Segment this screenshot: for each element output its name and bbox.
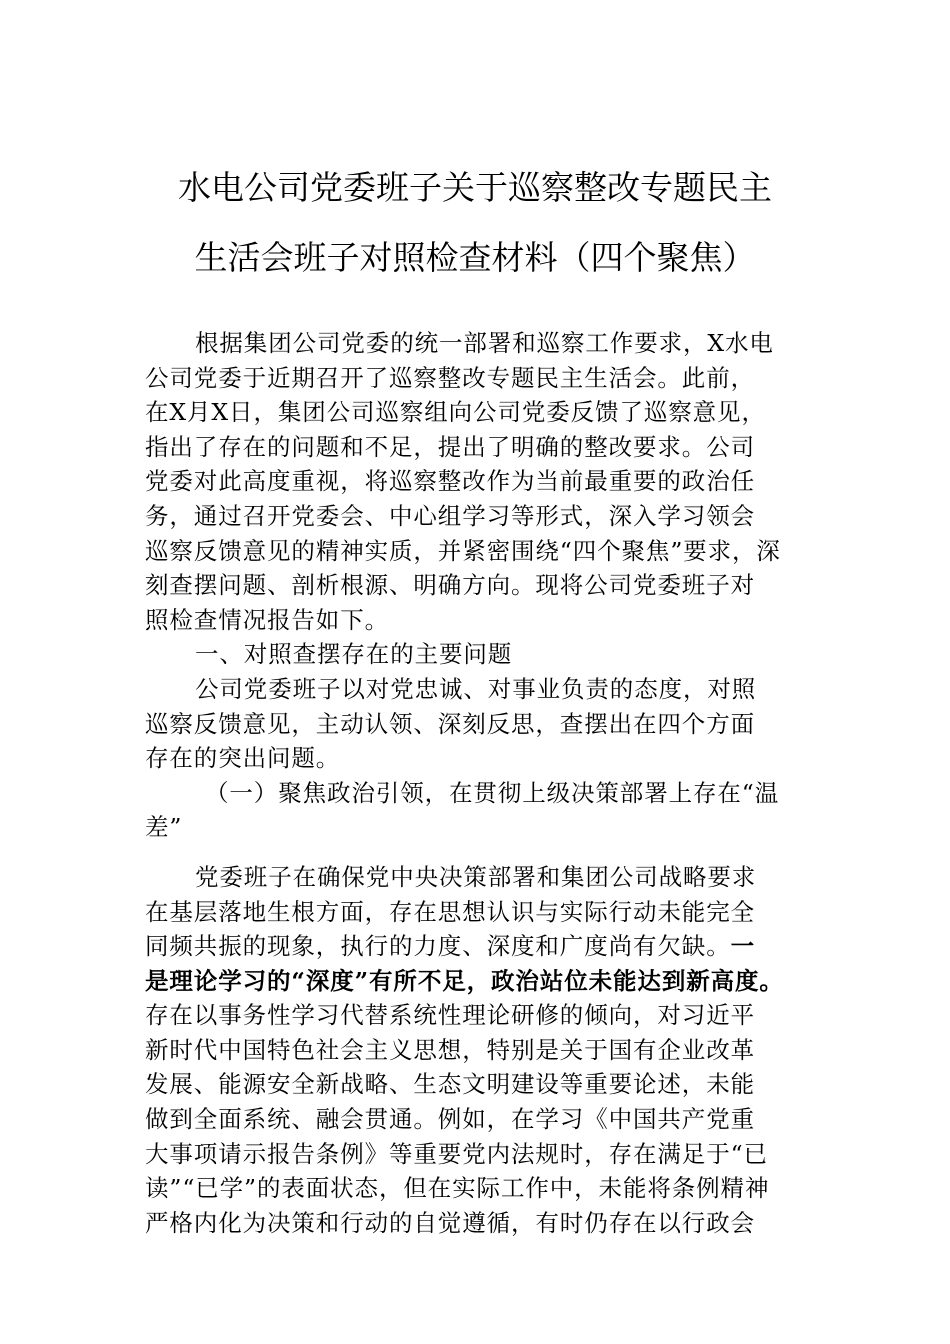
subsection-heading: （一）聚焦政治引领，在贯彻上级决策部署上存在“温 [205,778,780,807]
paragraph-line: 务，通过召开党委会、中心组学习等形式，深入学习领会 [145,501,755,530]
document-title-line-1: 水电公司党委班子关于巡察整改专题民主 [178,168,772,207]
document-title-line-2: 生活会班子对照检查材料（四个聚焦） [194,238,756,277]
paragraph-text: 同频共振的现象，执行的力度、深度和广度尚有欠缺。 [145,932,731,961]
paragraph-line: 党委班子在确保党中央决策部署和集团公司战略要求 [195,862,757,891]
paragraph-line: 巡察反馈意见，主动认领、深刻反思，查摆出在四个方面 [145,709,755,738]
paragraph-line: 公司党委班子以对党忠诚、对事业负责的态度，对照 [195,674,757,703]
paragraph-line: 公司党委于近期召开了巡察整改专题民主生活会。此前， [145,363,755,392]
paragraph-line: 在X月X日，集团公司巡察组向公司党委反馈了巡察意见， [145,398,766,427]
paragraph-line: 做到全面系统、融会贯通。例如，在学习《中国共产党重 [145,1105,755,1134]
paragraph-line: 巡察反馈意见的精神实质，并紧密围绕“四个聚焦”要求，深 [145,536,781,565]
paragraph-line: 存在以事务性学习代替系统性理论研修的倾向，对习近平 [145,1001,755,1030]
section-heading: 一、对照查摆存在的主要问题 [195,640,513,669]
paragraph-line: 党委对此高度重视，将巡察整改作为当前最重要的政治任 [145,467,755,496]
paragraph-line: 严格内化为决策和行动的自觉遵循，有时仍存在以行政会 [145,1208,755,1237]
spacer [145,845,815,860]
paragraph-line: 在基层落地生根方面，存在思想认识与实际行动未能完全 [145,897,755,926]
bold-point-marker: 一 [730,932,756,961]
bold-key-point: 是理论学习的“深度”有所不足，政治站位未能达到新高度。 [145,966,784,995]
paragraph-line: 指出了存在的问题和不足，提出了明确的整改要求。公司 [145,432,755,461]
paragraph-line: 存在的突出问题。 [145,744,341,773]
paragraph-line: 读”“已学”的表面状态，但在实际工作中，未能将条例精神 [145,1174,770,1203]
paragraph-line: 大事项请示报告条例》等重要党内法规时，存在满足于“已 [145,1139,768,1168]
paragraph-line-with-bold-start [145,929,815,964]
paragraph-line: 发展、能源安全新战略、生态文明建设等重要论述，未能 [145,1070,755,1099]
document-body [145,326,815,1240]
paragraph-line: 刻查摆问题、剖析根源、明确方向。现将公司党委班子对 [145,571,755,600]
paragraph-line: 照检查情况报告如下。 [145,605,389,634]
subsection-heading-continued: 差” [145,813,183,842]
paragraph-line: 新时代中国特色社会主义思想，特别是关于国有企业改革 [145,1035,755,1064]
paragraph-line: 根据集团公司党委的统一部署和巡察工作要求，X水电 [195,329,774,357]
